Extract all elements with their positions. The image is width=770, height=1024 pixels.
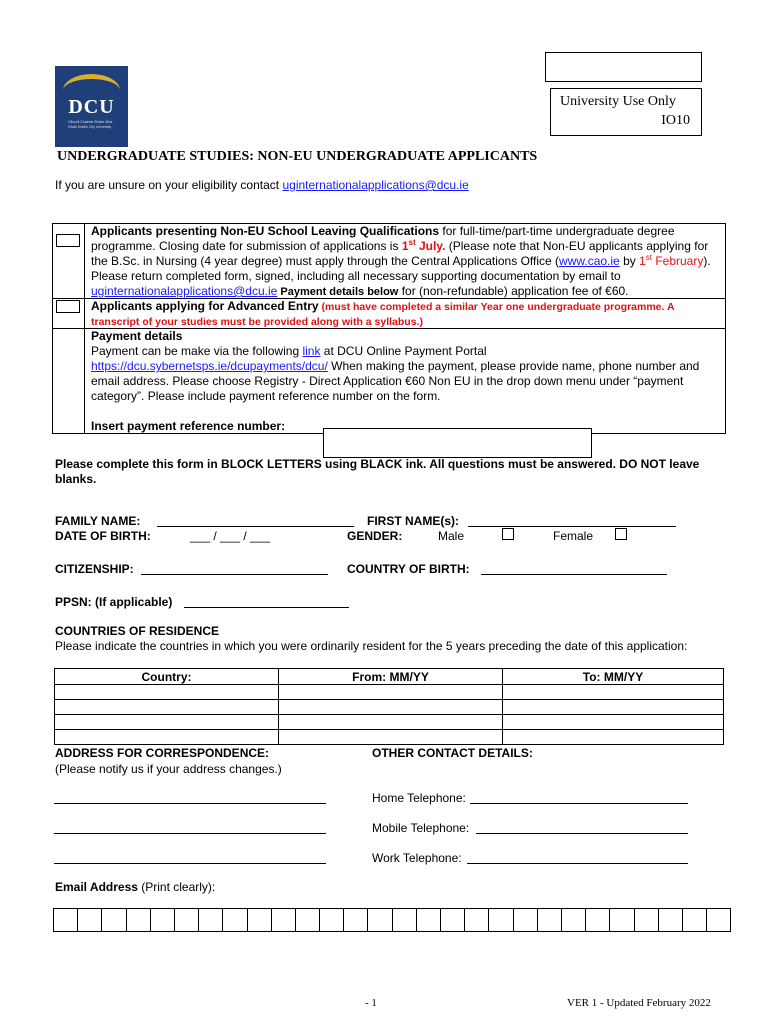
address-line-1[interactable] xyxy=(54,803,326,804)
email-char-box[interactable] xyxy=(538,909,562,931)
email-label-note: (Print clearly): xyxy=(137,880,216,894)
nursing-month: February xyxy=(652,254,704,268)
from-cell[interactable] xyxy=(279,715,503,730)
email-label-text: Email Address xyxy=(55,880,138,894)
work-telephone-label: Work Telephone: xyxy=(372,851,462,865)
from-cell[interactable] xyxy=(279,685,503,700)
country-cell[interactable] xyxy=(55,685,279,700)
email-char-box[interactable] xyxy=(393,909,417,931)
email-char-box[interactable] xyxy=(248,909,272,931)
address-heading: ADDRESS FOR CORRESPONDENCE: xyxy=(55,746,270,760)
from-column-header: From: MM/YY xyxy=(279,669,503,685)
address-line-2[interactable] xyxy=(54,833,326,834)
non-eu-school-leaving-checkbox[interactable] xyxy=(56,234,80,247)
email-char-box[interactable] xyxy=(562,909,586,931)
form-code: IO10 xyxy=(661,113,690,128)
closing-month: July. xyxy=(415,239,446,253)
section2-text xyxy=(91,299,721,329)
first-names-label: FIRST NAME(s): xyxy=(367,514,459,528)
email-char-box[interactable] xyxy=(199,909,223,931)
dob-field[interactable]: ___ / ___ / ___ xyxy=(190,529,271,543)
email-char-box[interactable] xyxy=(127,909,151,931)
email-char-box[interactable] xyxy=(707,909,731,931)
eligibility-email-link[interactable]: uginternationalapplications@dcu.ie xyxy=(282,178,469,192)
eligibility-line xyxy=(55,178,469,192)
university-use-label: University Use Only xyxy=(560,94,676,109)
page-title: UNDERGRADUATE STUDIES: NON-EU UNDERGRADUATE APPLICANTS xyxy=(57,149,538,164)
logo-subtext: Ollscoil Chathair Bhaile Átha Cliath Dublin City University xyxy=(68,120,113,129)
payment-body: Payment can be make via the following xyxy=(91,344,303,358)
country-of-birth-field[interactable] xyxy=(481,564,667,575)
female-label: Female xyxy=(553,529,594,543)
section1-body: for (non-refundable) application fee of €60. xyxy=(398,284,629,298)
email-char-box[interactable] xyxy=(441,909,465,931)
nursing-day-sup: st xyxy=(645,253,652,262)
version-label: VER 1 - Updated February 2022 xyxy=(567,997,711,1009)
email-character-boxes[interactable] xyxy=(53,908,731,932)
section1-body: by xyxy=(619,254,640,268)
male-checkbox[interactable] xyxy=(502,528,514,546)
payment-details-note: Payment details below xyxy=(280,286,399,298)
male-label: Male xyxy=(438,529,465,543)
email-char-box[interactable] xyxy=(610,909,634,931)
payment-body: When making the payment, please provide name, phone number and email address. Please choose Registry - Direct Application €60 Non EU in the drop down menu under “payment category”. Please include payment reference number on the form. xyxy=(91,359,700,403)
payment-body: at DCU Online Payment Portal xyxy=(320,344,487,358)
home-telephone-label: Home Telephone: xyxy=(372,791,466,805)
email-char-box[interactable] xyxy=(683,909,707,931)
address-note: (Please notify us if your address changes.) xyxy=(55,762,282,776)
email-char-box[interactable] xyxy=(635,909,659,931)
family-name-text: FAMILY NAME: xyxy=(55,514,141,528)
table-header-row xyxy=(55,669,724,685)
citizenship-label: CITIZENSHIP: xyxy=(55,562,134,576)
country-of-birth-label: COUNTRY OF BIRTH: xyxy=(347,562,470,576)
ppsn-label: PPSN: (If applicable) xyxy=(55,595,173,609)
to-cell[interactable] xyxy=(503,715,724,730)
email-char-box[interactable] xyxy=(586,909,610,931)
contact-heading: OTHER CONTACT DETAILS: xyxy=(372,746,533,760)
email-char-box[interactable] xyxy=(368,909,392,931)
eligibility-text: If you are unsure on your eligibility contact xyxy=(55,178,280,192)
email-char-box[interactable] xyxy=(223,909,247,931)
page-number: - 1 xyxy=(365,997,377,1009)
logo-text: DCU xyxy=(68,96,115,118)
from-cell[interactable] xyxy=(279,730,503,745)
table-row xyxy=(55,715,724,730)
residence-heading: COUNTRIES OF RESIDENCE xyxy=(55,624,220,638)
payment-reference-label: Insert payment reference number: xyxy=(91,419,286,433)
country-cell[interactable] xyxy=(55,715,279,730)
to-cell[interactable] xyxy=(503,685,724,700)
family-name-label xyxy=(55,514,140,528)
section2-heading: Applicants applying for Advanced Entry xyxy=(91,299,319,313)
section1-text xyxy=(91,224,719,300)
dob-label: DATE OF BIRTH: xyxy=(55,529,151,543)
first-names-field[interactable] xyxy=(468,516,676,527)
mobile-telephone-label: Mobile Telephone: xyxy=(372,821,470,835)
residence-table xyxy=(54,668,724,745)
to-cell[interactable] xyxy=(503,730,724,745)
email-char-box[interactable] xyxy=(296,909,320,931)
advanced-entry-checkbox[interactable] xyxy=(56,300,80,313)
section1-heading: Applicants presenting Non-EU School Leaving Qualifications xyxy=(91,224,440,238)
section1-body: (Please note that Non-EU applicants applying for the B.Sc. in Nursing (4 year degree) must apply through the Central Applications Office ( xyxy=(91,239,709,268)
closing-date xyxy=(402,239,446,253)
to-cell[interactable] xyxy=(503,700,724,715)
ppsn-field[interactable] xyxy=(184,597,349,608)
work-telephone-field[interactable] xyxy=(467,863,688,864)
email-char-box[interactable] xyxy=(489,909,513,931)
email-char-box[interactable] xyxy=(320,909,344,931)
email-char-box[interactable] xyxy=(54,909,78,931)
email-char-box[interactable] xyxy=(344,909,368,931)
table-row xyxy=(55,685,724,700)
payment-reference-input[interactable] xyxy=(323,428,592,458)
table-row xyxy=(55,730,724,745)
closing-day: 1 xyxy=(401,239,409,253)
email-char-box[interactable] xyxy=(102,909,126,931)
dcu-logo xyxy=(55,66,128,147)
address-line-3[interactable] xyxy=(54,863,326,864)
nursing-date xyxy=(639,254,703,268)
mobile-telephone-field[interactable] xyxy=(476,833,688,834)
section2-requirement: (must have completed a similar Year one undergraduate programme. A transcript of your studies must be provided along with a syllabus.) xyxy=(91,301,675,328)
payment-text xyxy=(91,329,719,404)
university-use-box xyxy=(550,88,702,136)
email-char-box[interactable] xyxy=(514,909,538,931)
email-char-box[interactable] xyxy=(151,909,175,931)
email-label xyxy=(55,880,215,894)
section1-body: ). Please return completed form, signed, including all necessary supporting documentation by email to xyxy=(91,254,711,283)
email-char-box[interactable] xyxy=(417,909,441,931)
home-telephone-field[interactable] xyxy=(470,803,688,804)
from-cell[interactable] xyxy=(279,700,503,715)
office-code-box[interactable] xyxy=(545,52,702,82)
form-instructions: Please complete this form in BLOCK LETTERS using BLACK ink. All questions must be answered. DO NOT leave blanks. xyxy=(55,457,700,486)
citizenship-field[interactable] xyxy=(141,564,328,575)
section1-body: for full-time/part-time undergraduate degree programme. Closing date for submission of applications is xyxy=(91,224,675,253)
country-cell[interactable] xyxy=(55,730,279,745)
applications-email-link[interactable]: uginternationalapplications@dcu.ie xyxy=(91,284,278,298)
to-column-header: To: MM/YY xyxy=(503,669,724,685)
cao-link[interactable]: www.cao.ie xyxy=(559,254,620,268)
table-row xyxy=(55,700,724,715)
closing-day-sup: st xyxy=(408,238,416,247)
payment-heading: Payment details xyxy=(91,329,183,343)
email-char-box[interactable] xyxy=(78,909,102,931)
country-cell[interactable] xyxy=(55,700,279,715)
country-column-header: Country: xyxy=(55,669,279,685)
payment-link[interactable]: link xyxy=(302,344,321,358)
payment-portal-url[interactable]: https://dcu.sybernetsps.ie/dcupayments/dcu/ xyxy=(91,359,328,373)
gender-label: GENDER: xyxy=(347,529,403,543)
family-name-field[interactable] xyxy=(157,516,354,527)
nursing-day: 1 xyxy=(639,254,646,268)
female-checkbox[interactable] xyxy=(615,528,627,546)
email-char-box[interactable] xyxy=(272,909,296,931)
email-char-box[interactable] xyxy=(659,909,683,931)
email-char-box[interactable] xyxy=(465,909,489,931)
residence-instructions: Please indicate the countries in which you were ordinarily resident for the 5 years preceding the date of this application: xyxy=(55,639,688,653)
email-char-box[interactable] xyxy=(175,909,199,931)
